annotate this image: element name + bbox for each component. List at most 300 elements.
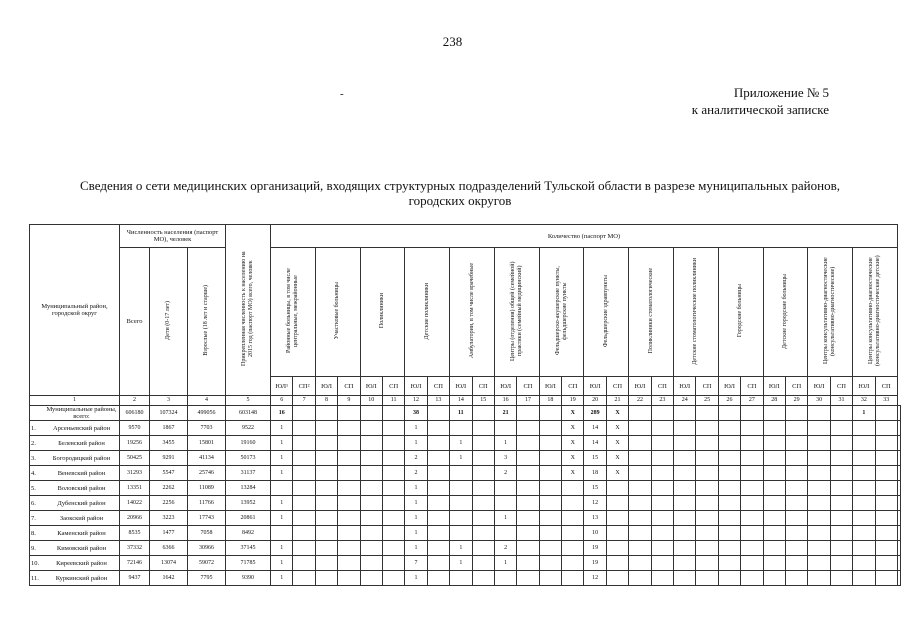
table-cell — [674, 406, 696, 421]
table-cell: 37145 — [226, 541, 271, 556]
table-cell — [696, 571, 718, 586]
table-cell: 13074 — [150, 556, 188, 571]
table-cell — [830, 481, 852, 496]
table-cell: 1 — [450, 556, 472, 571]
table-cell — [315, 571, 337, 586]
table-cell: X — [606, 436, 628, 451]
table-cell — [315, 496, 337, 511]
table-cell — [293, 421, 315, 436]
table-cell — [539, 496, 561, 511]
row-region-name: Веневский район — [57, 469, 106, 477]
table-cell: 71785 — [226, 556, 271, 571]
table-cell — [382, 541, 404, 556]
table-cell — [696, 481, 718, 496]
subheader-ul: ЮЛ — [315, 377, 337, 396]
subheader-sp: СП — [472, 377, 494, 396]
header-group-12 — [763, 248, 808, 377]
table-cell — [763, 436, 785, 451]
table-cell: 603148 — [226, 406, 271, 421]
table-cell — [472, 481, 494, 496]
table-row — [30, 556, 901, 571]
table-cell — [718, 406, 740, 421]
table-row — [30, 511, 901, 526]
table-cell — [674, 511, 696, 526]
table-cell: 14 — [584, 421, 606, 436]
table-cell: 12 — [584, 571, 606, 586]
table-cell — [718, 511, 740, 526]
table-cell — [494, 571, 516, 586]
table-cell — [808, 511, 830, 526]
header-group-9 — [629, 248, 674, 377]
table-cell — [785, 451, 807, 466]
group-label: Участковые больницы — [334, 282, 341, 340]
table-cell: 1 — [494, 436, 516, 451]
table-cell — [830, 451, 852, 466]
table-cell: 11766 — [188, 496, 226, 511]
table-cell — [853, 526, 875, 541]
table-cell — [629, 571, 651, 586]
table-cell — [808, 436, 830, 451]
table-cell — [741, 511, 763, 526]
table-cell: 107324 — [150, 406, 188, 421]
table-cell — [472, 451, 494, 466]
table-cell: 1 — [450, 541, 472, 556]
row-name-wrap — [31, 470, 118, 477]
row-region-name: Муниципальные районы, всего: — [46, 406, 117, 420]
table-cell — [696, 526, 718, 541]
table-cell — [338, 466, 360, 481]
table-row — [30, 526, 901, 541]
row-region-name: Белевский район — [58, 439, 105, 447]
table-cell: X — [562, 421, 584, 436]
table-row — [30, 466, 901, 481]
table-cell — [472, 436, 494, 451]
header-children — [150, 248, 188, 396]
table-cell: 19 — [584, 541, 606, 556]
table-cell — [606, 511, 628, 526]
table-cell — [382, 436, 404, 451]
table-cell: 14022 — [120, 496, 150, 511]
row-name-cell — [30, 526, 120, 541]
table-cell — [696, 466, 718, 481]
table-cell: 1 — [405, 541, 427, 556]
row-name-wrap — [31, 530, 118, 537]
table-cell — [472, 541, 494, 556]
table-cell: 8492 — [226, 526, 271, 541]
table-cell — [741, 556, 763, 571]
appendix-line1: Приложение № 5 — [733, 85, 829, 100]
table-cell — [674, 451, 696, 466]
appendix-line2: к аналитической записке — [691, 102, 829, 117]
table-cell — [785, 466, 807, 481]
table-cell — [539, 526, 561, 541]
title-line1: Сведения о сети медицинских организаций, входящих структурных подразделений Тульской области в разрезе муниципальных районов, — [80, 178, 840, 193]
table-cell — [875, 556, 897, 571]
header-total: Всего — [120, 248, 150, 396]
table-cell — [450, 481, 472, 496]
table-cell — [382, 406, 404, 421]
table-cell: 14 — [584, 436, 606, 451]
group-label: Детские поликлиники — [423, 282, 430, 340]
row-region-name: Заокский район — [59, 514, 104, 522]
table-cell — [651, 406, 673, 421]
table-cell — [517, 406, 539, 421]
table-cell — [315, 436, 337, 451]
table-cell — [696, 436, 718, 451]
table-cell — [517, 541, 539, 556]
table-cell: 1 — [405, 421, 427, 436]
row-name-wrap — [31, 440, 118, 447]
table-cell — [853, 511, 875, 526]
table-cell — [741, 436, 763, 451]
row-region-name: Дубенский район — [57, 499, 106, 507]
column-number: 2 — [120, 396, 150, 406]
table-cell — [315, 481, 337, 496]
table-cell — [338, 406, 360, 421]
table-cell — [651, 451, 673, 466]
table-cell — [450, 571, 472, 586]
table-cell: 1477 — [150, 526, 188, 541]
subheader-sp: СП — [785, 377, 807, 396]
table-cell: 19 — [584, 556, 606, 571]
row-region-name: Воловский район — [57, 484, 106, 492]
table-cell — [427, 511, 449, 526]
table-cell — [472, 406, 494, 421]
table-cell: 12 — [584, 496, 606, 511]
subheader-sp: СП² — [293, 377, 315, 396]
table-cell — [718, 541, 740, 556]
table-cell: 1 — [450, 451, 472, 466]
column-number: 14 — [450, 396, 472, 406]
table-cell — [539, 541, 561, 556]
header-group-13 — [808, 248, 853, 377]
subheader-sp: СП — [696, 377, 718, 396]
table-cell — [629, 541, 651, 556]
table-cell — [785, 526, 807, 541]
table-cell: X — [606, 451, 628, 466]
row-name-cell — [30, 406, 120, 421]
table-cell: 9437 — [120, 571, 150, 586]
row-name-cell — [30, 571, 120, 586]
table-cell — [897, 541, 900, 556]
table-cell: 1 — [271, 511, 293, 526]
table-cell — [472, 556, 494, 571]
table-cell: 7795 — [188, 571, 226, 586]
table-cell: 41134 — [188, 451, 226, 466]
table-cell — [517, 571, 539, 586]
table-cell — [338, 451, 360, 466]
table-cell: 2262 — [150, 481, 188, 496]
row-index: 7. — [31, 514, 36, 522]
table-cell: 1 — [271, 556, 293, 571]
table-cell — [382, 466, 404, 481]
table-cell — [472, 421, 494, 436]
table-cell — [785, 541, 807, 556]
table-cell — [606, 571, 628, 586]
column-number: 17 — [517, 396, 539, 406]
table-cell — [539, 571, 561, 586]
row-index: 11. — [31, 574, 39, 582]
table-row — [30, 541, 901, 556]
table-cell — [606, 526, 628, 541]
table-cell: 1 — [450, 436, 472, 451]
row-name-wrap — [31, 515, 118, 522]
table-cell: 59072 — [188, 556, 226, 571]
table-cell — [338, 511, 360, 526]
table-cell — [539, 556, 561, 571]
table-cell — [472, 496, 494, 511]
row-name-cell — [30, 556, 120, 571]
table-cell — [718, 571, 740, 586]
table-cell — [427, 571, 449, 586]
column-number: 7 — [293, 396, 315, 406]
table-cell — [427, 496, 449, 511]
table-cell — [763, 496, 785, 511]
table-cell: 1 — [405, 481, 427, 496]
row-name-cell — [30, 511, 120, 526]
table-cell: 6366 — [150, 541, 188, 556]
table-cell: 31137 — [226, 466, 271, 481]
group-label: Детские стоматологические поликлиники — [692, 257, 699, 365]
table-cell: 15 — [584, 451, 606, 466]
table-cell: 9390 — [226, 571, 271, 586]
table-cell — [830, 571, 852, 586]
table-cell — [360, 526, 382, 541]
table-cell — [830, 406, 852, 421]
subheader-sp: СП — [427, 377, 449, 396]
row-name-wrap — [31, 575, 118, 582]
header-attached-population — [226, 225, 271, 396]
table-cell — [651, 496, 673, 511]
table-cell — [696, 406, 718, 421]
title-line2: городских округов — [408, 193, 512, 208]
table-cell: 1 — [271, 436, 293, 451]
table-cell — [450, 421, 472, 436]
table-row — [30, 571, 901, 586]
table-cell — [741, 466, 763, 481]
table-cell — [696, 451, 718, 466]
group-label: Центры консультативно-диагностические (консультативно-диагностические детские) — [868, 255, 882, 367]
subheader-ul: ЮЛ — [808, 377, 830, 396]
table-cell — [741, 451, 763, 466]
table-cell — [785, 436, 807, 451]
table-cell — [382, 556, 404, 571]
table-cell: 1 — [271, 421, 293, 436]
table-cell: 13284 — [226, 481, 271, 496]
table-cell — [382, 526, 404, 541]
table-cell — [875, 466, 897, 481]
table-cell — [629, 466, 651, 481]
table-cell — [763, 571, 785, 586]
table-cell — [651, 421, 673, 436]
table-cell — [629, 436, 651, 451]
table-cell — [629, 526, 651, 541]
table-cell: X — [562, 451, 584, 466]
header-group-7 — [539, 248, 584, 377]
table-cell — [293, 511, 315, 526]
table-cell — [651, 466, 673, 481]
table-cell — [763, 406, 785, 421]
table-cell — [562, 541, 584, 556]
subheader-ul: ЮЛ — [853, 377, 875, 396]
table-cell: 72146 — [120, 556, 150, 571]
table-cell — [808, 421, 830, 436]
table-cell — [315, 406, 337, 421]
column-number: 21 — [606, 396, 628, 406]
table-cell: 37332 — [120, 541, 150, 556]
table-cell — [427, 541, 449, 556]
table-cell — [382, 451, 404, 466]
table-cell — [517, 451, 539, 466]
table-cell — [517, 526, 539, 541]
table-cell — [651, 511, 673, 526]
table-cell: 15801 — [188, 436, 226, 451]
table-cell — [494, 496, 516, 511]
table-cell — [315, 556, 337, 571]
group-label: Поликлиники стоматологические — [647, 268, 654, 354]
table-cell: 19160 — [226, 436, 271, 451]
table-cell — [718, 421, 740, 436]
table-cell: 9570 — [120, 421, 150, 436]
row-index: 1. — [31, 424, 36, 432]
subheader-sp: СП — [830, 377, 852, 396]
table-cell — [450, 496, 472, 511]
table-cell — [315, 511, 337, 526]
table-cell: 13952 — [226, 496, 271, 511]
table-cell — [562, 511, 584, 526]
subheader-sp: СП — [606, 377, 628, 396]
table-cell: 15 — [584, 481, 606, 496]
subheader-ul: ЮЛ¹ — [271, 377, 293, 396]
table-cell — [606, 481, 628, 496]
table-cell — [517, 421, 539, 436]
header-population: Численность населения (паспорт МО), человек — [120, 225, 226, 248]
subheader-ul: ЮЛ — [763, 377, 785, 396]
column-number: 11 — [382, 396, 404, 406]
table-cell — [562, 526, 584, 541]
subheader-sp: СП — [651, 377, 673, 396]
table-cell — [338, 526, 360, 541]
table-cell — [853, 481, 875, 496]
table-cell — [763, 556, 785, 571]
group-label: Детские городские больницы — [781, 273, 788, 349]
table-cell — [382, 496, 404, 511]
table-cell — [875, 421, 897, 436]
row-name-wrap — [31, 455, 118, 462]
table-cell — [763, 466, 785, 481]
table-cell — [427, 406, 449, 421]
column-number: 16 — [494, 396, 516, 406]
table-cell: 1 — [271, 451, 293, 466]
table-cell — [360, 571, 382, 586]
table-cell — [674, 421, 696, 436]
table-cell — [315, 451, 337, 466]
table-cell: 31293 — [120, 466, 150, 481]
table-cell — [718, 556, 740, 571]
table-cell — [338, 421, 360, 436]
table-cell: 1 — [405, 511, 427, 526]
header-count: Количество (паспорт МО) — [271, 225, 898, 248]
header-attached-label: Прикрепленная численность к населению на 2015 год (паспорт МО) всего, человек — [241, 251, 254, 367]
table-cell — [494, 481, 516, 496]
header-group-8 — [584, 248, 629, 377]
table-cell — [897, 526, 900, 541]
table-cell — [629, 481, 651, 496]
table-cell — [674, 436, 696, 451]
table-cell: 18 — [584, 466, 606, 481]
table-cell — [853, 496, 875, 511]
table-cell: 606180 — [120, 406, 150, 421]
subheader-ul: ЮЛ — [584, 377, 606, 396]
table-cell — [539, 511, 561, 526]
row-name-cell — [30, 421, 120, 436]
column-number: 31 — [830, 396, 852, 406]
table-cell: 19256 — [120, 436, 150, 451]
column-number: 13 — [427, 396, 449, 406]
subheader-ul: ЮЛ — [360, 377, 382, 396]
row-region-name: Каменский район — [57, 529, 106, 537]
row-region-name: Богородицкий район — [52, 454, 111, 462]
table-cell — [651, 556, 673, 571]
table-cell: 5547 — [150, 466, 188, 481]
table-cell — [808, 406, 830, 421]
table-cell: 1 — [271, 571, 293, 586]
table-cell — [427, 556, 449, 571]
subheader-ul: ЮЛ — [629, 377, 651, 396]
table-cell: 1867 — [150, 421, 188, 436]
appendix-heading — [692, 84, 829, 118]
table-cell — [427, 436, 449, 451]
row-name-wrap — [31, 500, 118, 507]
table-cell: 1 — [494, 511, 516, 526]
table-cell: X — [606, 466, 628, 481]
table-cell: 25746 — [188, 466, 226, 481]
subheader-sp: СП — [741, 377, 763, 396]
table-cell — [606, 556, 628, 571]
table-cell — [293, 451, 315, 466]
column-number: 15 — [472, 396, 494, 406]
table-cell: 1 — [271, 541, 293, 556]
table-cell — [785, 406, 807, 421]
table-cell — [853, 571, 875, 586]
subheader-ul: ЮЛ — [674, 377, 696, 396]
table-cell: 2 — [494, 466, 516, 481]
row-name-cell — [30, 496, 120, 511]
table-cell — [606, 541, 628, 556]
table-cell — [741, 406, 763, 421]
table-cell: 8535 — [120, 526, 150, 541]
group-label: Городские больницы — [737, 284, 744, 338]
table-cell — [718, 466, 740, 481]
table-cell — [830, 511, 852, 526]
table-cell — [897, 421, 900, 436]
table-cell: 3455 — [150, 436, 188, 451]
table-cell — [897, 511, 900, 526]
table-row — [30, 421, 901, 436]
table-cell — [629, 406, 651, 421]
table-cell — [517, 436, 539, 451]
column-number: 12 — [405, 396, 427, 406]
column-number: 4 — [188, 396, 226, 406]
table-cell — [293, 541, 315, 556]
table-cell — [450, 466, 472, 481]
table-cell — [360, 496, 382, 511]
adults-label: Взрослые (18 лет и старше) — [203, 285, 209, 356]
table-cell: 1 — [405, 526, 427, 541]
table-cell — [472, 466, 494, 481]
subheader-ul: ЮЛ — [494, 377, 516, 396]
table-cell — [629, 496, 651, 511]
